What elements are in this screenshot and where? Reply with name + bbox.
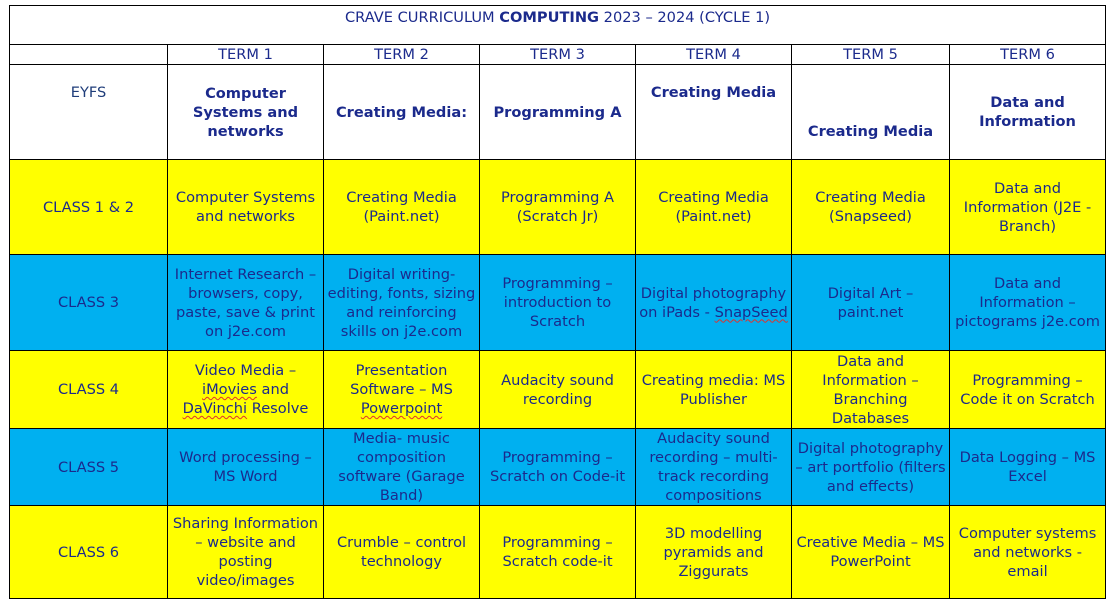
topic-cell: Audacity sound recording <box>480 351 636 429</box>
eyfs-cell: Creating Media <box>792 65 950 160</box>
topic-cell: Programming – Scratch on Code-it <box>480 429 636 506</box>
title-row <box>10 6 1106 45</box>
class-row <box>10 351 1106 429</box>
topic-cell: Crumble – control technology <box>324 506 480 599</box>
term-header: TERM 6 <box>950 45 1106 65</box>
row-label: CLASS 3 <box>10 255 168 351</box>
topic-cell: 3D modelling pyramids and Ziggurats <box>636 506 792 599</box>
row-label: CLASS 5 <box>10 429 168 506</box>
terms-header-row <box>10 45 1106 65</box>
class-row <box>10 255 1106 351</box>
topic-cell: Word processing – MS Word <box>168 429 324 506</box>
curriculum-page <box>9 5 1105 599</box>
topic-cell: Programming – introduction to Scratch <box>480 255 636 351</box>
flagged-word: DaVinchi <box>182 400 248 417</box>
eyfs-row <box>10 65 1106 160</box>
term-header: TERM 5 <box>792 45 950 65</box>
term-header: TERM 3 <box>480 45 636 65</box>
curriculum-table <box>9 5 1106 599</box>
topic-cell: Creating Media (Paint.net) <box>324 160 480 255</box>
corner-cell <box>10 45 168 65</box>
class-row <box>10 429 1106 506</box>
eyfs-cell: Computer Systems and networks <box>168 65 324 160</box>
topic-cell: Programming – Code it on Scratch <box>950 351 1106 429</box>
row-label: CLASS 1 & 2 <box>10 160 168 255</box>
topic-cell: Sharing Information – website and posting video/images <box>168 506 324 599</box>
title-suffix: 2023 – 2024 (CYCLE 1) <box>599 9 771 26</box>
term-header: TERM 1 <box>168 45 324 65</box>
page-title <box>10 6 1106 45</box>
topic-cell: Digital photography – art portfolio (filters and effects) <box>792 429 950 506</box>
topic-cell: Programming – Scratch code-it <box>480 506 636 599</box>
topic-cell: Data and Information – pictograms j2e.com <box>950 255 1106 351</box>
topic-cell: Digital writing- editing, fonts, sizing and reinforcing skills on j2e.com <box>324 255 480 351</box>
topic-cell: Creative Media – MS PowerPoint <box>792 506 950 599</box>
topic-cell: Digital photography on iPads - SnapSeed <box>636 255 792 351</box>
eyfs-cell: Creating Media: <box>324 65 480 160</box>
title-bold: COMPUTING <box>499 9 600 26</box>
topic-cell: Video Media – iMovies and DaVinchi Resolve <box>168 351 324 429</box>
topic-cell: Data Logging – MS Excel <box>950 429 1106 506</box>
topic-cell: Media- music composition software (Garage Band) <box>324 429 480 506</box>
topic-cell: Creating Media (Paint.net) <box>636 160 792 255</box>
topic-cell: Presentation Software – MS Powerpoint <box>324 351 480 429</box>
flagged-word: iMovies <box>202 381 257 398</box>
topic-cell: Computer systems and networks - email <box>950 506 1106 599</box>
topic-cell: Computer Systems and networks <box>168 160 324 255</box>
row-label: EYFS <box>10 65 168 160</box>
eyfs-cell: Programming A <box>480 65 636 160</box>
topic-cell: Creating Media (Snapseed) <box>792 160 950 255</box>
eyfs-cell: Creating Media <box>636 65 792 160</box>
topic-cell: Creating media: MS Publisher <box>636 351 792 429</box>
topic-cell: Digital Art – paint.net <box>792 255 950 351</box>
term-header: TERM 4 <box>636 45 792 65</box>
topic-cell: Programming A (Scratch Jr) <box>480 160 636 255</box>
title-prefix: CRAVE CURRICULUM <box>344 9 500 26</box>
row-label: CLASS 4 <box>10 351 168 429</box>
topic-cell: Data and Information (J2E - Branch) <box>950 160 1106 255</box>
row-label: CLASS 6 <box>10 506 168 599</box>
class-row <box>10 160 1106 255</box>
eyfs-cell: Data and Information <box>950 65 1106 160</box>
topic-cell: Audacity sound recording – multi-track recording compositions <box>636 429 792 506</box>
topic-cell: Internet Research – browsers, copy, paste, save & print on j2e.com <box>168 255 324 351</box>
term-header: TERM 2 <box>324 45 480 65</box>
flagged-word: Powerpoint <box>360 400 443 417</box>
topic-cell: Data and Information – Branching Databases <box>792 351 950 429</box>
flagged-word: SnapSeed <box>714 303 788 321</box>
